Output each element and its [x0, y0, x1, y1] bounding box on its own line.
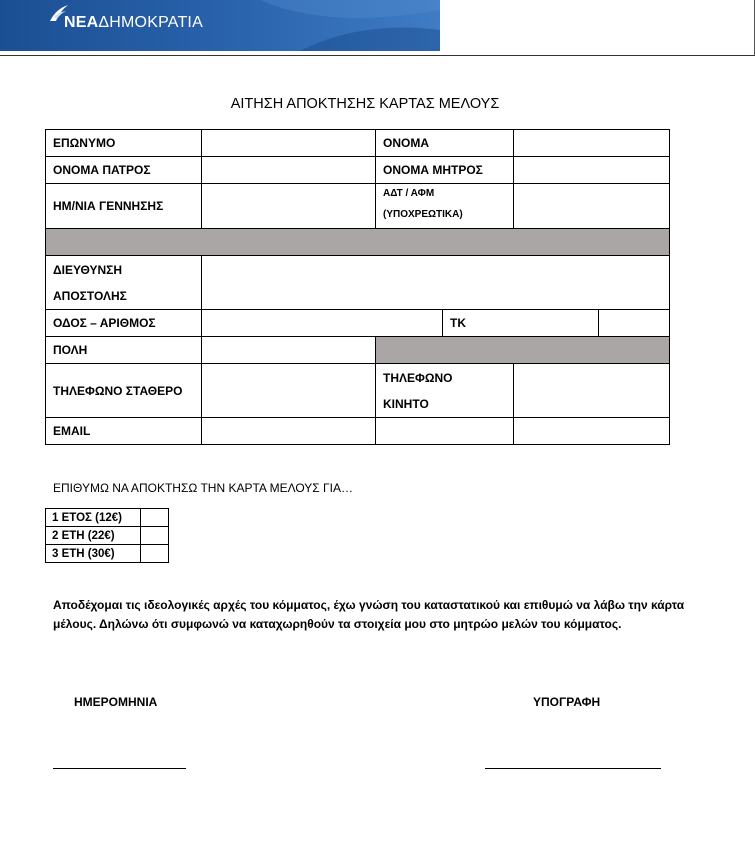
city-label: ΠΟΛΗ [46, 337, 202, 364]
mobile-field[interactable] [514, 364, 670, 418]
id-label-line1: ΑΔΤ / ΑΦΜ [383, 188, 435, 199]
name-label: ΟΝΟΜΑ [376, 130, 514, 157]
mother-name-field[interactable] [514, 157, 670, 184]
landline-field[interactable] [202, 364, 376, 418]
address-label [46, 256, 202, 310]
birth-date-field[interactable] [202, 184, 376, 229]
address-label-line1: ΔΙΕΥΘΥΝΣΗ [53, 262, 123, 277]
signature-label: ΥΠΟΓΡΑΦΗ [533, 695, 601, 709]
option-3-years-checkbox[interactable] [141, 545, 169, 563]
id-field[interactable] [514, 184, 670, 229]
email-field[interactable] [202, 418, 376, 445]
party-logo-text [64, 14, 203, 32]
street-field[interactable] [202, 310, 443, 337]
father-name-label: ΟΝΟΜΑ ΠΑΤΡΟΣ [46, 157, 202, 184]
header-divider [0, 55, 755, 56]
date-line[interactable] [53, 768, 186, 769]
surname-field[interactable] [202, 130, 376, 157]
option-2-years-label: 2 ΕΤΗ (22€) [46, 527, 141, 545]
email-label: EMAIL [46, 418, 202, 445]
postal-code-field[interactable] [599, 310, 670, 337]
surname-label: ΕΠΩΝΥΜΟ [46, 130, 202, 157]
option-3-years-label: 3 ΕΤΗ (30€) [46, 545, 141, 563]
option-2-years-checkbox[interactable] [141, 527, 169, 545]
declaration-text: Αποδέχομαι τις ιδεολογικές αρχές του κόμματος, έχω γνώση του καταστατικού και επιθυμώ να λάβω την κάρτα μέλους. Δηλώνω ότι συμφωνώ να καταχωρηθούν τα στοιχεία μου στο μητρώο μελών του κόμματος. [53, 598, 685, 631]
membership-options-table [45, 508, 169, 563]
signature-line[interactable] [485, 768, 661, 769]
logo-rest-part: ΔΗΜΟΚΡΑΤΙΑ [98, 14, 203, 31]
landline-label: ΤΗΛΕΦΩΝΟ ΣΤΑΘΕΡΟ [46, 364, 202, 418]
option-1-year-label: 1 ΕΤΟΣ (12€) [46, 509, 141, 527]
section-separator [46, 229, 670, 256]
city-field[interactable] [202, 337, 376, 364]
birth-date-label: ΗΜ/ΝΙΑ ΓΕΝΝΗΣΗΣ [46, 184, 202, 229]
option-1-year-checkbox[interactable] [141, 509, 169, 527]
mobile-label-line2: ΚΙΝΗΤΟ [383, 396, 429, 411]
membership-duration-prompt: ΕΠΙΘΥΜΩ ΝΑ ΑΠΟΚΤΗΣΩ ΤΗΝ ΚΑΡΤΑ ΜΕΛΟΥΣ ΓΙΑ… [53, 481, 353, 495]
email-field-extra-2[interactable] [514, 418, 670, 445]
street-label: ΟΔΟΣ – ΑΡΙΘΜΟΣ [46, 310, 202, 337]
postal-code-label: ΤΚ [443, 310, 599, 337]
email-field-extra-1[interactable] [376, 418, 514, 445]
date-label: ΗΜΕΡΟΜΗΝΙΑ [74, 695, 158, 709]
address-label-line2: ΑΠΟΣΤΟΛΗΣ [53, 288, 127, 303]
form-title: ΑΙΤΗΣΗ ΑΠΟΚΤΗΣΗΣ ΚΑΡΤΑΣ ΜΕΛΟΥΣ [230, 96, 500, 112]
mobile-label [376, 364, 514, 418]
mother-name-label: ΟΝΟΜΑ ΜΗΤΡΟΣ [376, 157, 514, 184]
id-label [376, 184, 514, 229]
application-form-table [45, 129, 670, 445]
mobile-label-line1: ΤΗΛΕΦΩΝΟ [383, 370, 453, 385]
name-field[interactable] [514, 130, 670, 157]
id-label-line2: (ΥΠΟΧΡΕΩΤΙΚΑ) [383, 209, 463, 220]
city-filler-cell [376, 337, 670, 364]
party-banner [0, 0, 440, 51]
father-name-field[interactable] [202, 157, 376, 184]
address-field[interactable] [202, 256, 670, 310]
logo-bold-part: ΝΕΑ [64, 14, 99, 31]
